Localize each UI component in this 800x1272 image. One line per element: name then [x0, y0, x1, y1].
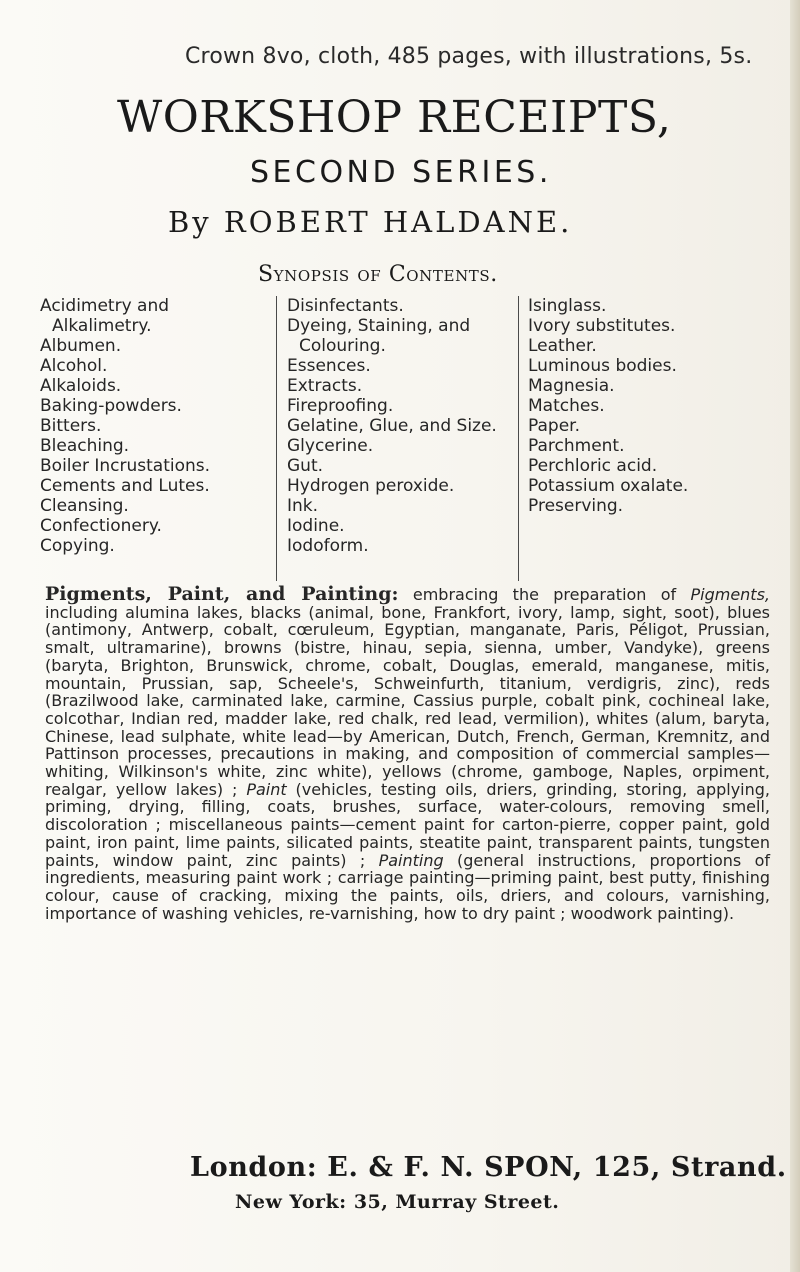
contents-item: Baking-powders.	[40, 396, 182, 416]
column-divider	[276, 296, 277, 581]
contents-column-3	[528, 296, 773, 516]
publication-details: Crown 8vo, cloth, 485 pages, with illustrations, 5s.	[185, 44, 753, 69]
contents-item: Iodine.	[287, 516, 345, 536]
contents-item: Albumen.	[40, 336, 122, 356]
contents-item: Alcohol.	[40, 356, 108, 376]
contents-item: Dyeing, Staining, and Colouring.	[287, 316, 471, 356]
pigments-paragraph	[45, 583, 771, 923]
contents-item: Isinglass.	[528, 296, 607, 316]
paragraph-text: (vehicles, testing oils, driers, grinding, storing, applying, priming, drying, filling, coats, brushes, surface, water-colours, removing smell, discoloration ; miscellaneous paints—cement paint for carton-pierre, copper paint, gold paint, iron paint, lime paints, silicated paints, steatite paint, transparent paints, tungsten paints, window paint, zinc paints) ;	[45, 779, 771, 870]
paint-label: Paint	[246, 779, 287, 799]
section-lead: Pigments, Paint, and Painting:	[45, 583, 399, 605]
contents-item: Leather.	[528, 336, 597, 356]
contents-item: Bitters.	[40, 416, 102, 436]
publisher-london-address: London: E. & F. N. SPON, 125, Strand.	[190, 1152, 787, 1183]
publisher-newyork-address: New York: 35, Murray Street.	[235, 1191, 560, 1213]
contents-item: Bleaching.	[40, 436, 130, 456]
pigments-label: Pigments,	[690, 585, 770, 604]
contents-item: Gut.	[287, 456, 324, 476]
contents-item: Preserving.	[528, 496, 624, 516]
book-title: WORKSHOP RECEIPTS,	[117, 92, 672, 143]
series-label: SECOND SERIES.	[250, 155, 552, 190]
contents-item: Magnesia.	[528, 376, 615, 396]
author-line: By ROBERT HALDANE.	[168, 205, 573, 239]
contents-item: Ink.	[287, 496, 319, 516]
contents-item: Ivory substitutes.	[528, 316, 676, 336]
contents-item: Hydrogen peroxide.	[287, 476, 455, 496]
contents-item: Disinfectants.	[287, 296, 404, 316]
paragraph-text: including alumina lakes, blacks (animal, bone, Frankfort, ivory, lamp, sight, soot), blues (antimony, Antwerp, cobalt, cœruleum, Egyptian, manganate, Paris, Péligot, Prussian, smalt, ultramarine), browns (bistre, hinau, sepia, sienna, umber, Vandyke), greens (baryta, Brighton, Brunswick, chrome, cobalt, Douglas, emerald, manganese, mitis, mountain, Prussian, sap, Scheele's, Schweinfurth, titanium, verdigris, zinc), reds (Brazilwood lake, carminated lake, carmine, Cassius purple, cobalt pink, cochineal lake, colcothar, Indian red, madder lake, red chalk, red lead, vermilion), whites (alum, baryta, Chinese, lead sulphate, white lead—by American, Dutch, French, German, Kremnitz, and Pattinson processes, precautions in making, and composition of commercial samples—whiting, Wilkinson's white, zinc white), yellows (chrome, gamboge, Naples, orpiment, realgar, yellow lakes) ;	[45, 602, 770, 799]
paragraph-text: (general instructions, proportions of ingredients, measuring paint work ; carriage painting—priming paint, best putty, finishing colour, cause of cracking, mixing the paints, oils, driers, and colours, varnishing, importance of washing vehicles, re-varnishing, how to dry paint ; woodwork painting).	[45, 850, 771, 923]
painting-label: Painting	[378, 850, 444, 870]
contents-item: Acidimetry and Alkalimetry.	[40, 296, 170, 336]
contents-item: Extracts.	[287, 376, 363, 396]
column-divider	[518, 296, 519, 581]
contents-item: Cements and Lutes.	[40, 476, 210, 496]
contents-item: Gelatine, Glue, and Size.	[287, 416, 497, 436]
contents-item: Copying.	[40, 536, 115, 556]
contents-item: Fireproofing.	[287, 396, 394, 416]
contents-item: Paper.	[528, 416, 580, 436]
contents-item: Iodoform.	[287, 536, 369, 556]
contents-item: Matches.	[528, 396, 605, 416]
contents-item: Cleansing.	[40, 496, 129, 516]
contents-item: Perchloric acid.	[528, 456, 658, 476]
contents-item: Glycerine.	[287, 436, 374, 456]
contents-item: Parchment.	[528, 436, 625, 456]
contents-column-2	[287, 296, 509, 556]
contents-item: Luminous bodies.	[528, 356, 677, 376]
contents-column-1	[40, 296, 270, 556]
contents-item: Alkaloids.	[40, 376, 122, 396]
page-edge	[790, 0, 800, 1272]
synopsis-heading: Synopsis of Contents.	[258, 262, 498, 287]
contents-item: Boiler Incrustations.	[40, 456, 211, 476]
contents-item: Potassium oxalate.	[528, 476, 689, 496]
paragraph-text: embracing the preparation of	[398, 585, 691, 604]
contents-item: Confectionery.	[40, 516, 162, 536]
contents-item: Essences.	[287, 356, 371, 376]
